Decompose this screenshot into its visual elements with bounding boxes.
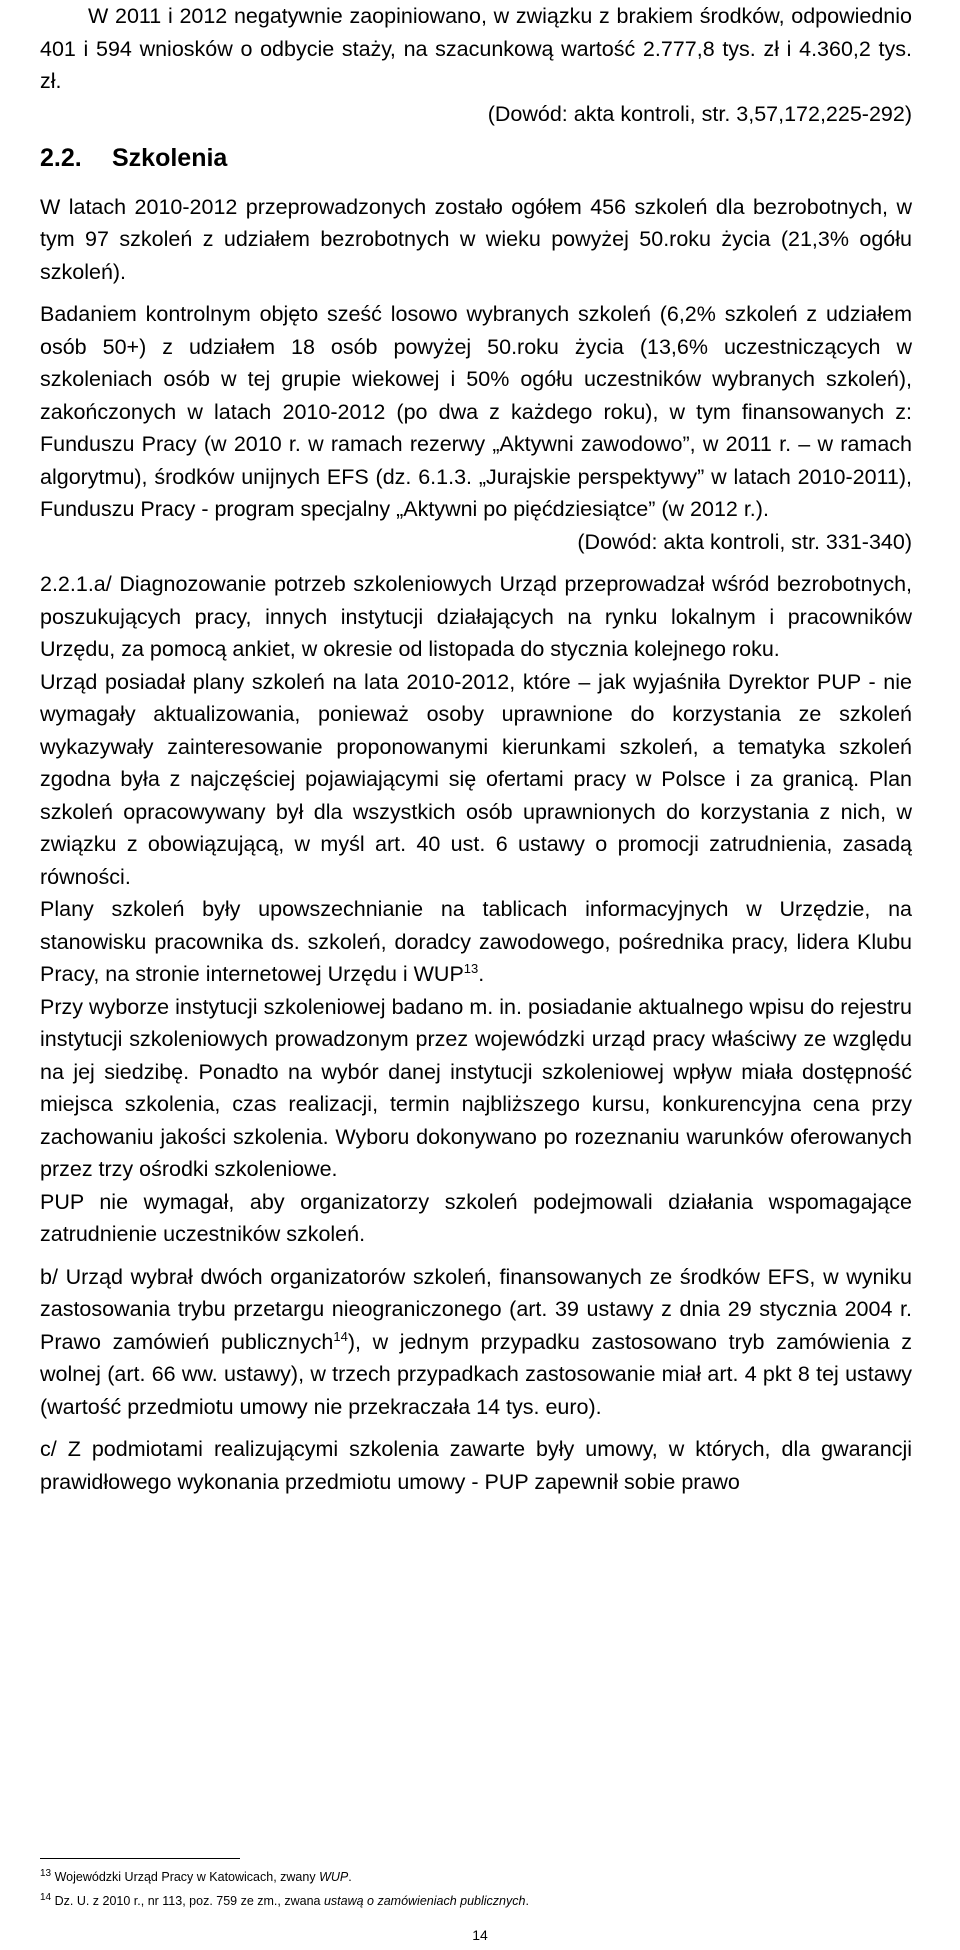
footnote-ref-13[interactable]: 13	[463, 960, 479, 976]
section-number: 2.2.	[40, 144, 82, 172]
footnote-13	[40, 1865, 912, 1889]
footnote-13-text: Wojewódzki Urząd Pracy w Katowicach, zwany	[54, 1870, 320, 1884]
organizers-text-b: ), w jednym przypadku zastosowano tryb zamówienia z wolnej (art. 66 ww. ustawy), w trzech przypadkach zastosowanie miał art. 4 pkt 8 tej ustawy (wartość przedmiotu umowy nie przekraczała 14 tys. euro).	[40, 1329, 912, 1419]
paragraph-trainings-summary: W latach 2010-2012 przeprowadzonych zostało ogółem 456 szkoleń dla bezrobotnych, w tym 97 szkoleń z udziałem bezrobotnych w wieku powyżej 50.roku życia (21,3% ogółu szkoleń).	[40, 194, 912, 284]
paragraph-employment-support: PUP nie wymagał, aby organizatorzy szkoleń podejmowali działania wspomagające zatrudnienie uczestników szkoleń.	[40, 1189, 912, 1246]
page-number: 14	[472, 1927, 488, 1943]
plans-publication-text: Plany szkoleń były upowszechnianie na tablicach informacyjnych w Urzędzie, na stanowisku pracownika ds. szkoleń, doradcy zawodowego, pośrednika pracy, lidera Klubu Pracy, na stronie internetowej Urzędu i WUP	[40, 897, 912, 986]
paragraph-training-plans: Urząd posiadał plany szkoleń na lata 2010-2012, które – jak wyjaśniła Dyrektor PUP - nie wymagały aktualizowania, ponieważ osoby uprawnione do korzystania ze szkoleń wykazywały zainteresowanie proponowanymi kierunkami szkoleń, a tematyka szkoleń zgodna była z najczęściej pojawiającymi się ofertami pracy w Polsce i za granicą. Plan szkoleń opracowywany był dla wszystkich osób uprawnionych do korzystania z nich, w związku z obowiązującą, w myśl art. 40 ust. 6 ustawy o promocji zatrudnienia, zasadą równości.	[40, 669, 912, 889]
section-title: Szkolenia	[112, 144, 228, 172]
paragraph-plans-publication	[40, 893, 912, 991]
section-heading	[40, 142, 912, 175]
footnotes	[40, 1858, 912, 1913]
footnote-14-number: 14	[40, 1891, 52, 1903]
paragraph-needs-diagnosis: 2.2.1.a/ Diagnozowanie potrzeb szkoleniowych Urząd przeprowadzał wśród bezrobotnych, poszukujących pracy, innych instytucji działających na rynku lokalnym i pracowników Urzędu, za pomocą ankiet, w okresie od listopada do stycznia kolejnego roku.	[40, 572, 912, 661]
evidence-reference: (Dowód: akta kontroli, str. 3,57,172,225-292)	[487, 101, 912, 126]
evidence-reference-2: (Dowód: akta kontroli, str. 331-340)	[577, 529, 912, 554]
footnote-ref-14[interactable]: 14	[333, 1328, 348, 1344]
paragraph-audit-scope: Badaniem kontrolnym objęto sześć losowo wybranych szkoleń (6,2% szkoleń z udziałem osób 50+) z udziałem 18 osób powyżej 50.roku życia (13,6% uczestniczących w szkoleniach osób w tej grupie wiekowej i 50% ogółu uczestników wybranych szkoleń), zakończonych w latach 2010-2012 (po dwa z każdego roku), w tym finansowanych z: Funduszu Pracy (w 2010 r. w ramach rezerwy „Aktywni zawodowo”, w 2011 r. – w ramach algorytmu), środków unijnych EFS (dz. 6.1.3. „Jurajskie perspektywy” w latach 2010-2011), Funduszu Pracy - program specjalny „Aktywni po pięćdziesiątce” (w 2012 r.).	[40, 302, 912, 521]
footnote-separator	[40, 1858, 240, 1859]
paragraph-institution-selection: Przy wyborze instytucji szkoleniowej badano m. in. posiadanie aktualnego wpisu do rejestru instytucji szkoleniowych prowadzonym przez wojewódzki urząd pracy właściwy ze względu na jej siedzibę. Ponadto na wybór danej instytucji szkoleniowej wpływ miała dostępność miejsca szkolenia, czas realizacji, termin najbliższego kursu, konkurencyjna cena przy zachowaniu jakości szkolenia. Wyboru dokonywano po rozeznaniu warunków oferowanych przez trzy ośrodki szkoleniowe.	[40, 994, 912, 1181]
footnote-13-tail: .	[348, 1870, 352, 1884]
footnote-13-number: 13	[40, 1867, 52, 1879]
paragraph-contracts: c/ Z podmiotami realizującymi szkolenia zawarte były umowy, w których, dla gwarancji prawidłowego wykonania przedmiotu umowy - PUP zapewnił sobie prawo	[40, 1437, 912, 1494]
footnote-14	[40, 1889, 912, 1913]
footnote-14-text: Dz. U. z 2010 r., nr 113, poz. 759 ze zm., zwana	[54, 1894, 324, 1908]
plans-publication-end: .	[478, 962, 485, 986]
footnote-14-italic: ustawą o zamówieniach publicznych	[323, 1894, 526, 1908]
footnote-13-italic: WUP	[319, 1870, 349, 1884]
paragraph-negative-opinions: W 2011 i 2012 negatywnie zaopiniowano, w związku z brakiem środków, odpowiednio 401 i 594 wniosków o odbycie stażу, na szacunkową wartość 2.777,8 tys. zł i 4.360,2 tys. zł.	[40, 4, 912, 93]
footnote-14-tail: .	[525, 1894, 529, 1908]
organizers-text-a: b/ Urząd wybrał dwóch organizatorów szkoleń, finansowanych ze środków EFS, w wyniku zastosowania trybu przetargu nieograniczonego (art. 39 ustawy z dnia 29 stycznia 2004 r. Prawo zamówień publicznych	[40, 1264, 912, 1354]
paragraph-organizers	[40, 1261, 912, 1424]
